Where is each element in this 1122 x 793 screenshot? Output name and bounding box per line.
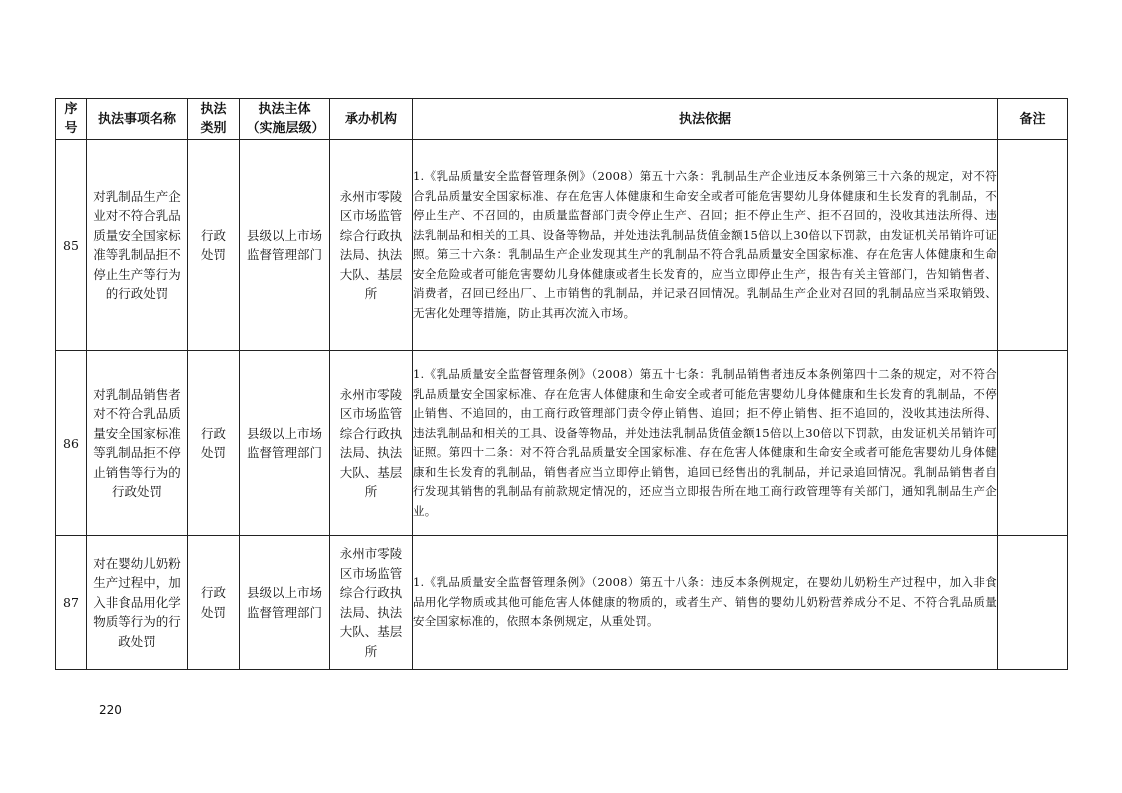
row-subject: 县级以上市场监督管理部门 xyxy=(240,140,330,351)
row-category: 行政处罚 xyxy=(188,140,240,351)
row-item-name: 对乳制品生产企业对不符合乳品质量安全国家标准等乳制品拒不停止生产等行为的行政处罚 xyxy=(87,140,188,351)
row-item-name: 对在婴幼儿奶粉生产过程中，加入非食品用化学物质等行为的行政处罚 xyxy=(87,536,188,670)
row-agency: 永州市零陵区市场监管综合行政执法局、执法大队、基层所 xyxy=(330,536,413,670)
header-subject: 执法主体（实施层级） xyxy=(240,99,330,140)
row-subject: 县级以上市场监督管理部门 xyxy=(240,351,330,536)
row-basis: 1.《乳品质量安全监督管理条例》（2008）第五十八条：违反本条例规定，在婴幼儿奶粉生产过程中，加入非食品用化学物质或其他可能危害人体健康的物质的，或者生产、销售的婴幼儿奶粉营养成分不足、不符合乳品质量安全国家标准的，依照本条例规定，从重处罚。 xyxy=(413,536,998,670)
header-remark: 备注 xyxy=(998,99,1068,140)
row-agency: 永州市零陵区市场监管综合行政执法局、执法大队、基层所 xyxy=(330,351,413,536)
table-row xyxy=(56,140,1068,351)
table-header-row xyxy=(56,99,1068,140)
table-row xyxy=(56,536,1068,670)
header-category: 执法类别 xyxy=(188,99,240,140)
header-seq: 序号 xyxy=(56,99,87,140)
row-item-name: 对乳制品销售者对不符合乳品质量安全国家标准等乳制品拒不停止销售等行为的行政处罚 xyxy=(87,351,188,536)
row-seq: 85 xyxy=(56,140,87,351)
row-basis: 1.《乳品质量安全监督管理条例》（2008）第五十六条：乳制品生产企业违反本条例第三十六条的规定，对不符合乳品质量安全国家标准、存在危害人体健康和生命安全或者可能危害婴幼儿身体健康和生长发育的乳制品，不停止生产、不召回的，由质量监督部门责令停止生产、召回；拒不停止生产、拒不召回的，没收其违法所得、违法乳制品和相关的工具、设备等物品，并处违法乳制品货值金额15倍以上30倍以下罚款，由发证机关吊销许可证照。第三十六条：乳制品生产企业发现其生产的乳制品不符合乳品质量安全国家标准、存在危害人体健康和生命安全危险或者可能危害婴幼儿身体健康或者生长发育的，应当立即停止生产，报告有关主管部门，告知销售者、消费者，召回已经出厂、上市销售的乳制品，并记录召回情况。乳制品生产企业对召回的乳制品应当采取销毁、无害化处理等措施，防止其再次流入市场。 xyxy=(413,140,998,351)
row-seq: 87 xyxy=(56,536,87,670)
row-category: 行政处罚 xyxy=(188,351,240,536)
row-subject: 县级以上市场监督管理部门 xyxy=(240,536,330,670)
row-basis: 1.《乳品质量安全监督管理条例》（2008）第五十七条：乳制品销售者违反本条例第四十二条的规定，对不符合乳品质量安全国家标准、存在危害人体健康和生命安全或者可能危害婴幼儿身体健康和生长发育的乳制品，不停止销售、不追回的，由工商行政管理部门责令停止销售、追回；拒不停止销售、拒不追回的，没收其违法所得、违法乳制品和相关的工具、设备等物品，并处违法乳制品货值金额15倍以上30倍以下罚款，由发证机关吊销许可证照。第四十二条：对不符合乳品质量安全国家标准、存在危害人体健康和生命安全或者可能危害婴幼儿身体健康和生长发育的乳制品，销售者应当立即停止销售，追回已经售出的乳制品，并记录追回情况。乳制品销售者自行发现其销售的乳制品有前款规定情况的，还应当立即报告所在地工商行政管理等有关部门，通知乳制品生产企业。 xyxy=(413,351,998,536)
row-remark xyxy=(998,140,1068,351)
header-basis: 执法依据 xyxy=(413,99,998,140)
row-remark xyxy=(998,351,1068,536)
enforcement-items-table xyxy=(55,98,1068,670)
row-category: 行政处罚 xyxy=(188,536,240,670)
table-row xyxy=(56,351,1068,536)
row-agency: 永州市零陵区市场监管综合行政执法局、执法大队、基层所 xyxy=(330,140,413,351)
row-seq: 86 xyxy=(56,351,87,536)
header-agency: 承办机构 xyxy=(330,99,413,140)
row-remark xyxy=(998,536,1068,670)
header-name: 执法事项名称 xyxy=(87,99,188,140)
page-number: 220 xyxy=(99,703,122,717)
